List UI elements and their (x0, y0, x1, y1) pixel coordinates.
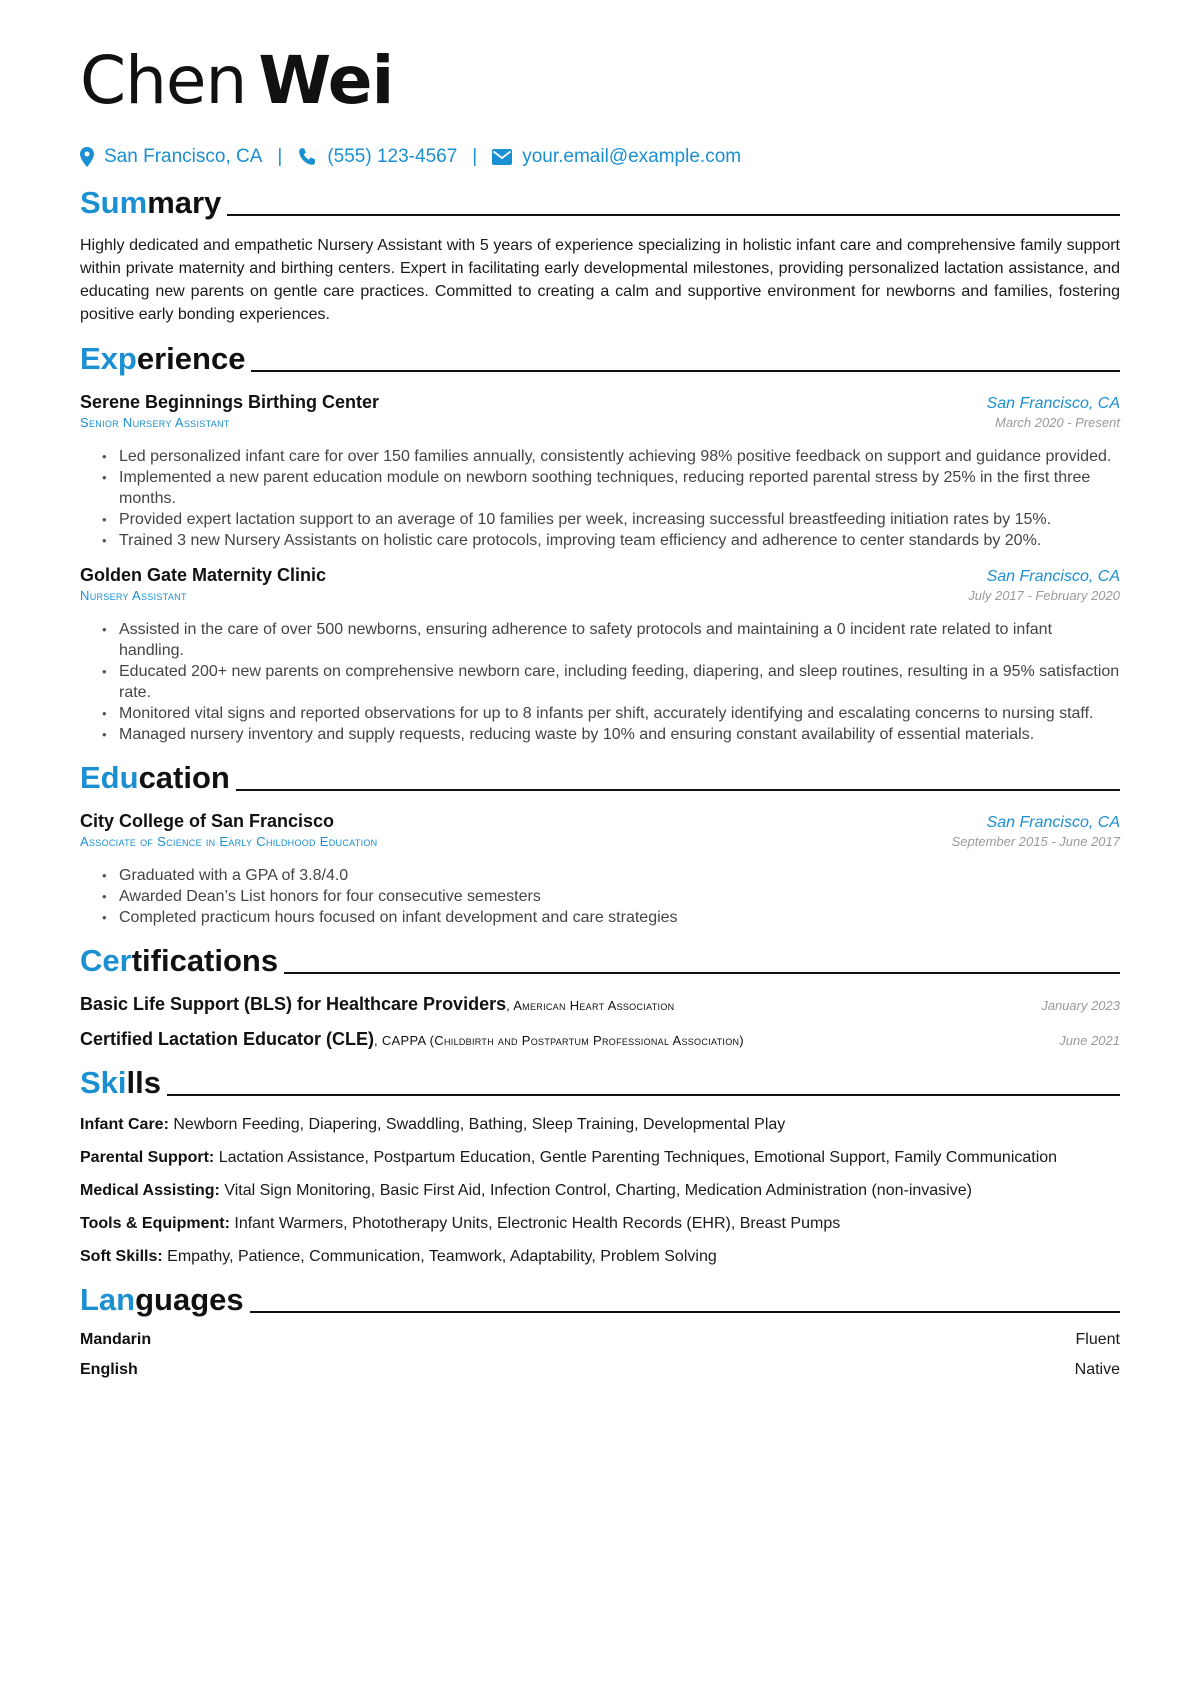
skill-row (80, 1213, 1120, 1234)
section-heading (80, 1064, 1120, 1102)
school-location: San Francisco, CA (986, 814, 1120, 831)
highlight-item: • Awarded Dean’s List honors for four consecutive semesters (80, 886, 1120, 907)
skill-row (80, 1147, 1120, 1168)
section-title-languages: Languages (80, 1282, 244, 1317)
location-text: San Francisco, CA (104, 146, 263, 167)
phone-text: (555) 123-4567 (327, 146, 458, 167)
achievement-item: • Trained 3 new Nursery Assistants on holistic care protocols, improving team efficiency and adherence to center standards by 20%. (80, 530, 1120, 551)
section-title-summary: Summary (80, 185, 222, 220)
skill-category: Medical Assisting: (80, 1182, 220, 1199)
section-title-certifications: Certifications (80, 943, 279, 978)
job-title: Nursery Assistant (80, 588, 187, 603)
achievement-item: • Led personalized infant care for over 150 families annually, consistently achieving 98% positive feedback on support and guidance provided. (80, 446, 1120, 467)
achievement-item: • Managed nursery inventory and supply requests, reducing waste by 10% and ensuring constant availability of essential materials. (80, 724, 1120, 745)
language-level: Native (1074, 1361, 1120, 1378)
skill-category: Soft Skills: (80, 1248, 163, 1265)
contact-email[interactable] (492, 146, 741, 168)
experience-entry (80, 392, 1120, 551)
section-divider (250, 1311, 1120, 1313)
experience-entry (80, 565, 1120, 745)
certification-date: June 2021 (1059, 1033, 1120, 1048)
skill-row (80, 1180, 1120, 1201)
section-divider (284, 972, 1120, 974)
school-name: City College of San Francisco (80, 811, 335, 831)
certification-name: Basic Life Support (BLS) for Healthcare Providers (80, 994, 507, 1014)
achievement-list (80, 446, 1120, 551)
section-divider (167, 1094, 1120, 1096)
section-divider (251, 370, 1120, 372)
achievement-item: • Implemented a new parent education module on newborn soothing techniques, reducing reported parental stress by 25% in the first three months. (80, 467, 1120, 509)
certification-name: Certified Lactation Educator (CLE) (80, 1029, 375, 1049)
contact-bar (80, 144, 1120, 170)
employer-name: Serene Beginnings Birthing Center (80, 392, 380, 412)
skills-list (80, 1114, 1120, 1267)
job-dates: July 2017 - February 2020 (968, 588, 1120, 603)
language-name: Mandarin (80, 1331, 152, 1348)
contact-location (80, 146, 262, 168)
section-title-experience: Experience (80, 341, 246, 376)
certification-issuer: CAPPA (Childbirth and Postpartum Professional Association) (381, 1033, 744, 1048)
experience-section (80, 340, 1120, 745)
section-heading (80, 1281, 1120, 1319)
section-title-skills: Skills (80, 1065, 161, 1100)
summary-text: Highly dedicated and empathetic Nursery Assistant with 5 years of experience specializing in holistic infant care and comprehensive family support within private maternity and birthing centers. Expert in facilitating early developmental milestones, providing personalized lactation assistance, and educating new parents on gentle care practices. Committed to creating a calm and supportive environment for newborns and families, fostering positive early bonding experiences. (80, 237, 1120, 323)
languages-section (80, 1281, 1120, 1379)
skills-section (80, 1064, 1120, 1267)
achievement-item: • Provided expert lactation support to an average of 10 families per week, increasing successful breastfeeding initiation rates by 15%. (80, 509, 1120, 530)
job-dates: March 2020 - Present (994, 415, 1120, 430)
language-row (80, 1331, 1120, 1349)
last-name: Wei (258, 42, 394, 119)
skill-values: Vital Sign Monitoring, Basic First Aid, Infection Control, Charting, Medication Administration (non-invasive) (224, 1182, 972, 1199)
section-divider (236, 789, 1120, 791)
achievement-item: • Monitored vital signs and reported observations for up to 8 infants per shift, accurately identifying and escalating concerns to nursing staff. (80, 703, 1120, 724)
education-entry (80, 811, 1120, 928)
candidate-name (80, 40, 1120, 122)
skill-category: Tools & Equipment: (80, 1215, 230, 1232)
envelope-icon (492, 149, 512, 165)
phone-icon (297, 147, 317, 167)
certification-date: January 2023 (1041, 998, 1120, 1013)
achievement-item: • Educated 200+ new parents on comprehensive newborn care, including feeding, diapering, and sleep routines, resulting in a 95% satisfaction rate. (80, 661, 1120, 703)
skill-values: Newborn Feeding, Diapering, Swaddling, Bathing, Sleep Training, Developmental Play (173, 1116, 786, 1133)
skill-values: Lactation Assistance, Postpartum Education, Gentle Parenting Techniques, Emotional Support, Family Communication (218, 1149, 1058, 1166)
certification-item: Basic Life Support (BLS) for Healthcare Providers, American Heart Association January 2023 (80, 994, 1120, 1014)
certifications-section (80, 942, 1120, 1050)
language-row (80, 1361, 1120, 1379)
education-section (80, 759, 1120, 928)
language-name: English (80, 1361, 138, 1378)
contact-separator: | (472, 146, 478, 167)
achievement-item: • Assisted in the care of over 500 newborns, ensuring adherence to safety protocols and maintaining a 0 incident rate related to infant handling. (80, 619, 1120, 661)
skill-values: Infant Warmers, Phototherapy Units, Electronic Health Records (EHR), Breast Pumps (234, 1215, 841, 1232)
section-title-education: Education (80, 760, 230, 795)
job-title: Senior Nursery Assistant (80, 415, 230, 430)
contact-separator: | (277, 146, 283, 167)
skill-category: Parental Support: (80, 1149, 215, 1166)
section-heading (80, 759, 1120, 797)
language-level: Fluent (1075, 1331, 1120, 1348)
map-pin-icon (80, 147, 94, 167)
skill-row (80, 1246, 1120, 1267)
resume-page (80, 40, 1120, 1379)
section-heading (80, 942, 1120, 980)
first-name: Chen (80, 42, 247, 119)
achievement-list (80, 619, 1120, 745)
degree-title: Associate of Science in Early Childhood Education (80, 834, 378, 849)
certification-item: Certified Lactation Educator (CLE), CAPPA (Childbirth and Postpartum Professional Association) June 2021 (80, 1029, 1120, 1049)
employer-name: Golden Gate Maternity Clinic (80, 565, 327, 585)
job-location: San Francisco, CA (986, 568, 1120, 585)
summary-section (80, 184, 1120, 326)
certification-issuer: American Heart Association (513, 998, 675, 1013)
education-dates: September 2015 - June 2017 (951, 834, 1120, 849)
section-heading (80, 184, 1120, 222)
skill-row (80, 1114, 1120, 1135)
section-heading (80, 340, 1120, 378)
education-highlights (80, 865, 1120, 928)
skill-values: Empathy, Patience, Communication, Teamwork, Adaptability, Problem Solving (167, 1248, 717, 1265)
job-location: San Francisco, CA (986, 395, 1120, 412)
highlight-item: • Graduated with a GPA of 3.8/4.0 (80, 865, 1120, 886)
section-divider (227, 214, 1120, 216)
email-text: your.email@example.com (522, 146, 742, 167)
contact-phone[interactable] (297, 146, 457, 168)
highlight-item: • Completed practicum hours focused on infant development and care strategies (80, 907, 1120, 928)
skill-category: Infant Care: (80, 1116, 169, 1133)
